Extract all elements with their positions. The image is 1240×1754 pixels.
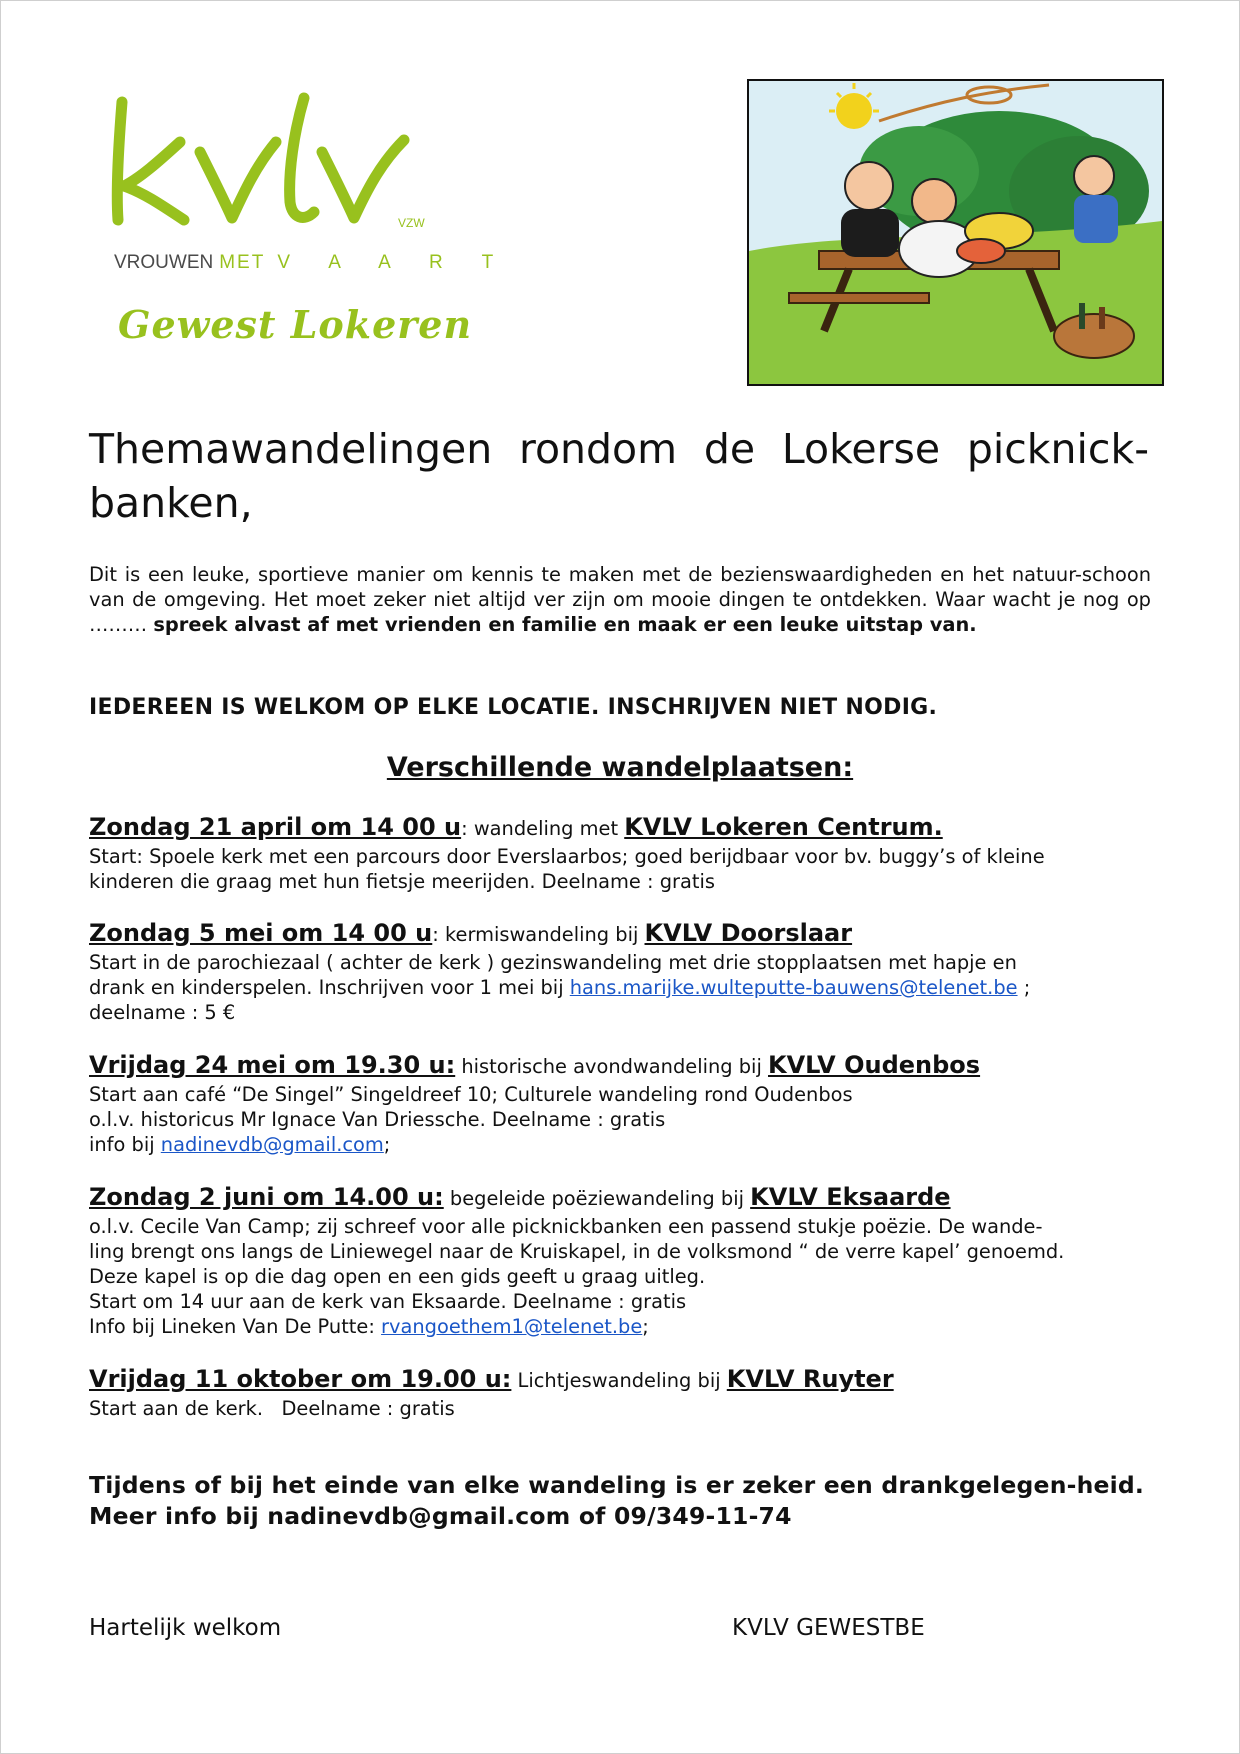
tagline-vrouwen: VROUWEN (114, 252, 214, 273)
intro-text: Dit is een leuke, sportieve manier om kennis te maken met de bezienswaardigheden en het natuur-schoon van de omgeving. Het moet zeker niet altijd ver zijn om mooie dingen te ontdekken. Waar wacht je nog op ……… (89, 563, 1151, 636)
event-organizer: KVLV Lokeren Centrum. (624, 813, 943, 841)
event-detail-line: Start aan de kerk. Deelname : gratis (89, 1397, 455, 1420)
signoff-greeting: Hartelijk welkom (89, 1615, 282, 1641)
event-description: kermiswandeling bij (438, 923, 645, 946)
tagline-met: MET (219, 252, 266, 273)
event-email-link[interactable]: nadinevdb@gmail.com (160, 1133, 384, 1156)
event-item (89, 918, 1151, 1025)
event-organizer: KVLV Ruyter (726, 1365, 894, 1393)
event-detail-text: drank en kinderspelen. Inschrijven voor 1 mei bij (89, 976, 570, 999)
event-heading (89, 1050, 1151, 1082)
event-detail-line: kinderen die graag met hun fietsje meerijden. Deelname : gratis (89, 870, 715, 893)
event-date: Zondag 21 april om 14 00 u (89, 813, 462, 841)
welcome-notice: IEDEREEN IS WELKOM OP ELKE LOCATIE. INSCHRIJVEN NIET NODIG. (89, 695, 938, 720)
event-date: Vrijdag 24 mei om 19.30 u: (89, 1051, 456, 1079)
closing-line-info: Meer info bij nadinevdb@gmail.com of 09/349-11-74 (89, 1502, 792, 1530)
event-separator: : (432, 923, 439, 946)
section-heading: Verschillende wandelplaatsen: (386, 752, 854, 783)
event-detail-text: ; (642, 1315, 649, 1338)
intro-paragraph (89, 562, 1151, 637)
event-heading (89, 918, 1151, 950)
closing-note (89, 1470, 1151, 1532)
event-detail-line: deelname : 5 € (89, 1001, 236, 1024)
event-detail-line: Start in de parochiezaal ( achter de kerk ) gezinswandeling met drie stopplaatsen met hapje en (89, 951, 1017, 974)
picnic-cartoon-drawing (749, 81, 1162, 384)
intro-bold-text: spreek alvast af met vrienden en familie en maak er een leuke uitstap van. (153, 613, 977, 636)
event-description: begeleide poëziewandeling bij (443, 1187, 751, 1210)
event-detail-line (89, 1132, 1151, 1157)
event-item (89, 812, 1151, 894)
event-detail-line: o.l.v. historicus Mr Ignace Van Driessche. Deelname : gratis (89, 1108, 666, 1131)
region-name: Gewest Lokeren (118, 302, 473, 347)
event-detail-text: info bij (89, 1133, 161, 1156)
event-detail-line: Deze kapel is op die dag open en een gids geeft u graag uitleg. (89, 1265, 706, 1288)
event-separator: : (461, 817, 468, 840)
event-detail-text: Info bij Lineken Van De Putte: (89, 1315, 382, 1338)
event-description: historische avondwandeling bij (455, 1055, 768, 1078)
event-heading (89, 812, 1151, 844)
event-detail-text: ; (383, 1133, 391, 1156)
event-date: Zondag 5 mei om 14 00 u (89, 919, 433, 947)
logo-tagline (114, 252, 510, 274)
event-date: Zondag 2 juni om 14.00 u: (89, 1183, 444, 1211)
event-organizer: KVLV Doorslaar (644, 919, 853, 947)
event-description: wandeling met (467, 817, 625, 840)
event-detail-line (89, 975, 1151, 1000)
tagline-vaart: V A A R T (277, 252, 511, 273)
event-heading (89, 1182, 1151, 1214)
event-date: Vrijdag 11 oktober om 19.00 u: (89, 1365, 512, 1393)
event-detail-line (89, 1314, 1151, 1339)
event-organizer: KVLV Oudenbos (768, 1051, 981, 1079)
event-email-link[interactable]: rvangoethem1@telenet.be (381, 1315, 643, 1338)
event-detail-line: Start om 14 uur aan de kerk van Eksaarde. Deelname : gratis (89, 1290, 687, 1313)
event-detail-line: ling brengt ons langs de Liniewegel naar de Kruiskapel, in de volksmond “ de verre kapel’ genoemd. (89, 1240, 1065, 1263)
closing-line-drinks: Tijdens of bij het einde van elke wandeling is er zeker een drankgelegen-heid. (89, 1471, 1145, 1499)
event-organizer: KVLV Eksaarde (750, 1183, 951, 1211)
event-item (89, 1364, 1151, 1421)
kvlv-logo (108, 92, 511, 372)
kvlv-wordmark-graphic (108, 92, 438, 252)
event-detail-line: Start: Spoele kerk met een parcours door Everslaarbos; goed berijdbaar voor bv. buggy’s of kleine (89, 845, 1045, 868)
page-title: Themawandelingen rondom de Lokerse picknick-banken, (89, 425, 1149, 527)
event-heading (89, 1364, 1151, 1396)
picnic-illustration (747, 79, 1164, 386)
signoff-sender: KVLV GEWESTBE (732, 1615, 925, 1641)
event-email-link[interactable]: hans.marijke.wulteputte-bauwens@telenet.be (569, 976, 1018, 999)
event-detail-line: o.l.v. Cecile Van Camp; zij schreef voor alle picknickbanken een passend stukje poëzie. De wande- (89, 1215, 1043, 1238)
event-detail-text: ; (1017, 976, 1031, 999)
event-description: Lichtjeswandeling bij (511, 1369, 727, 1392)
logo-vzw: VZW (398, 216, 425, 230)
event-detail-line: Start aan café “De Singel” Singeldreef 10; Culturele wandeling rond Oudenbos (89, 1083, 853, 1106)
event-item (89, 1050, 1151, 1157)
event-item (89, 1182, 1151, 1339)
